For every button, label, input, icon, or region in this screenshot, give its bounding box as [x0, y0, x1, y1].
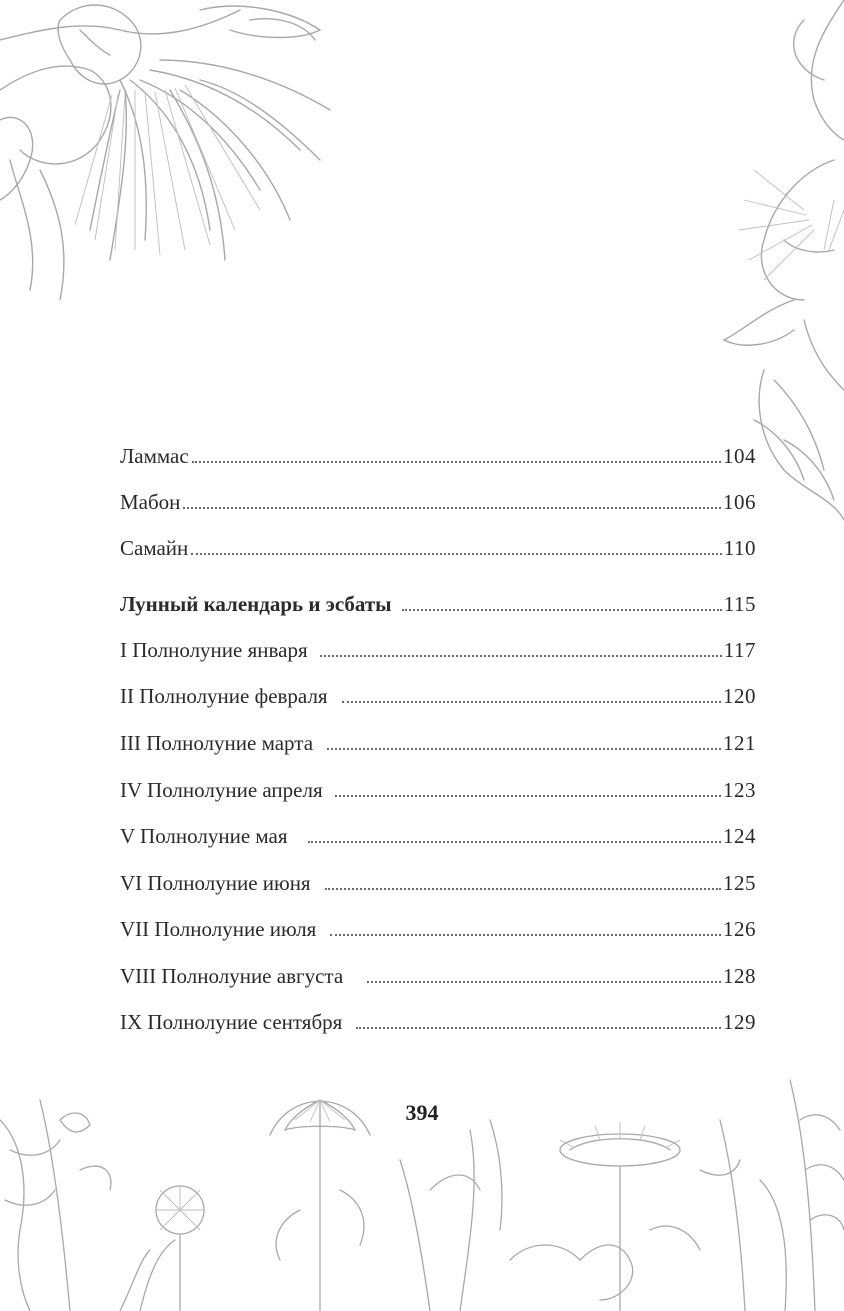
toc-entry-page: 125 — [723, 871, 756, 895]
dot-leader — [325, 888, 721, 890]
toc-entry — [120, 915, 756, 943]
toc-entry-page: 120 — [723, 684, 756, 708]
dot-leader — [183, 507, 721, 509]
toc-entry-title: Мабон — [120, 490, 181, 514]
toc-entry-page: 129 — [723, 1010, 756, 1034]
toc-entry — [120, 822, 756, 850]
toc-entry — [120, 962, 756, 990]
dot-leader — [335, 795, 721, 797]
toc-entry — [120, 729, 756, 757]
dot-leader — [192, 461, 721, 463]
toc-entry-page: 121 — [723, 731, 756, 755]
toc-entry-page: 128 — [723, 964, 756, 988]
toc-entry-page: 110 — [723, 536, 756, 560]
toc-entry — [120, 442, 756, 470]
dot-leader — [191, 553, 721, 555]
toc-entry-page: 123 — [723, 778, 756, 802]
toc-section-title: Лунный календарь и эсбаты — [120, 592, 392, 616]
toc-entry-page: 126 — [723, 917, 756, 941]
toc-entry — [120, 869, 756, 897]
toc-section-heading — [120, 590, 756, 618]
toc-entry — [120, 488, 756, 516]
toc-entry-title: VI Полнолуние июня — [120, 871, 311, 895]
toc-entry-title: V Полнолуние мая — [120, 824, 288, 848]
dot-leader — [308, 841, 721, 843]
toc-entry-page: 117 — [723, 638, 756, 662]
toc-entry-title: I Полнолуние января — [120, 638, 308, 662]
toc-entry — [120, 1008, 756, 1036]
toc-entry-title: III Полнолуние марта — [120, 731, 314, 755]
toc-entry-page: 115 — [723, 592, 756, 616]
dot-leader — [402, 609, 722, 611]
toc-entry-title: VII Полнолуние июля — [120, 917, 317, 941]
toc-entry-title: VIII Полнолуние августа — [120, 964, 344, 988]
dot-leader — [320, 655, 722, 657]
toc-entry — [120, 776, 756, 804]
toc-entry — [120, 534, 756, 562]
toc-entry-title: IX Полнолуние сентября — [120, 1010, 343, 1034]
toc-entry-title: Ламмас — [120, 444, 189, 468]
dot-leader — [327, 748, 721, 750]
dot-leader — [367, 981, 721, 983]
toc-entry-page: 104 — [723, 444, 756, 468]
toc-entry-title: Самайн — [120, 536, 189, 560]
toc-entry-title: II Полнолуние февраля — [120, 684, 328, 708]
dot-leader — [330, 934, 721, 936]
toc-entry-title: IV Полнолуние апреля — [120, 778, 323, 802]
toc-entry-page: 106 — [723, 490, 756, 514]
toc-entry — [120, 636, 756, 664]
dot-leader — [342, 701, 721, 703]
toc-entry — [120, 682, 756, 710]
botanical-illustration-bottom — [0, 1060, 844, 1311]
toc-entry-page: 124 — [723, 824, 756, 848]
dot-leader — [356, 1027, 721, 1029]
page-number: 394 — [405, 1100, 439, 1125]
botanical-illustration-top-left — [0, 0, 360, 300]
